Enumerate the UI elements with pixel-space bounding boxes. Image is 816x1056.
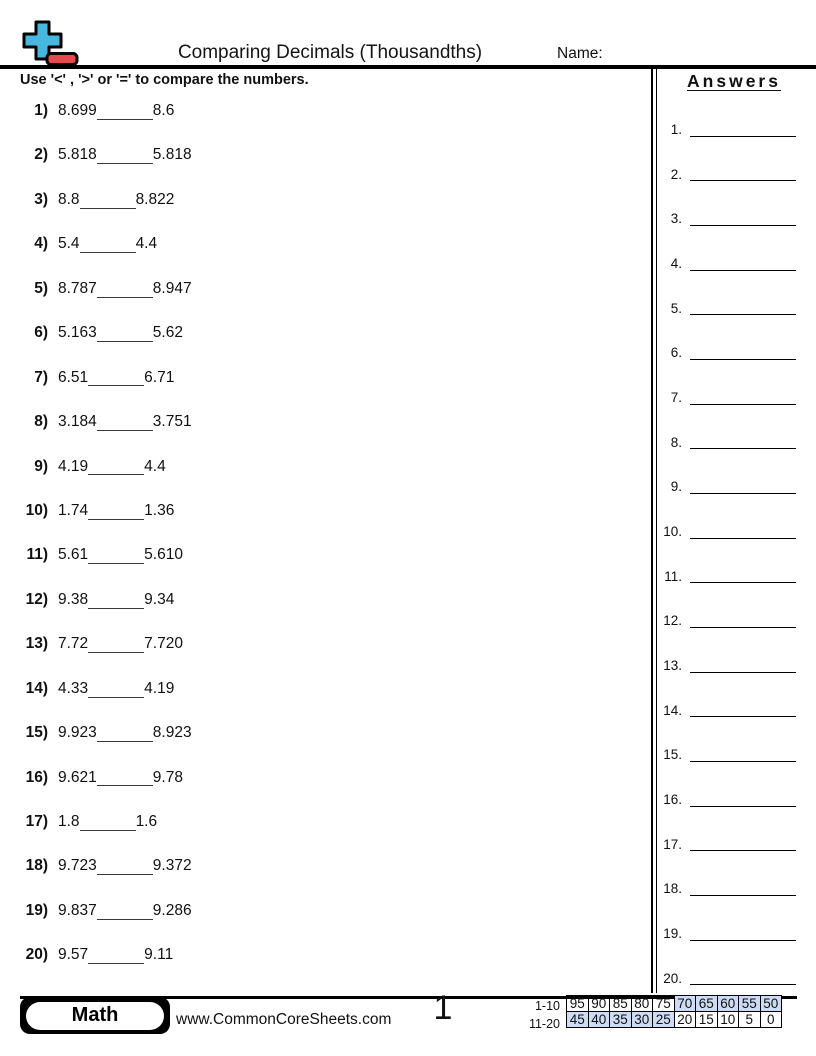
answer-blank-field[interactable]	[690, 894, 796, 896]
problem-right-value: 8.822	[135, 190, 175, 208]
problem-number: 5)	[34, 279, 48, 297]
answer-row	[658, 629, 808, 674]
problem-number: 19)	[25, 901, 48, 919]
score-cell: 5	[739, 1012, 761, 1028]
problem-left-value: 1.74	[58, 501, 89, 519]
answer-blank-field[interactable]	[690, 492, 796, 494]
answer-row	[658, 182, 808, 227]
answer-row	[658, 227, 808, 272]
problem-left-value: 9.837	[58, 901, 97, 919]
score-cell: 10	[717, 1012, 739, 1028]
minus-icon	[47, 54, 77, 65]
problem-left-value: 1.8	[58, 813, 80, 830]
comparison-blank-field[interactable]	[88, 694, 144, 698]
score-cell: 55	[739, 996, 761, 1012]
answer-number: 20.	[663, 970, 682, 986]
score-cell: 30	[631, 1012, 653, 1028]
answer-row	[658, 138, 808, 183]
comparison-blank-field[interactable]	[97, 782, 153, 786]
comparison-blank-field[interactable]	[88, 382, 144, 386]
answer-row	[658, 495, 808, 540]
name-label: Name:	[557, 45, 603, 62]
answer-row	[658, 763, 808, 808]
subject-badge	[20, 997, 170, 1034]
problem-row	[20, 324, 620, 368]
problem-number: 20)	[25, 946, 48, 964]
answer-blank-field[interactable]	[690, 805, 796, 807]
answers-divider-line	[651, 69, 653, 993]
problem-number: 11)	[26, 546, 48, 564]
problem-right-value: 4.4	[135, 235, 158, 253]
answer-number: 15.	[663, 747, 682, 763]
grading-table	[566, 995, 782, 1028]
answer-row	[658, 897, 808, 942]
problem-row	[20, 280, 620, 324]
problem-row	[20, 591, 620, 635]
problem-row	[20, 635, 620, 679]
score-cell: 35	[610, 1012, 632, 1028]
problem-right-value: 8.6	[152, 102, 175, 119]
answer-number: 13.	[663, 657, 682, 673]
problem-right-value: 7.720	[144, 635, 183, 653]
answer-row	[658, 718, 808, 763]
score-cell: 50	[760, 996, 782, 1012]
comparison-blank-field[interactable]	[97, 871, 153, 875]
score-cell: 0	[760, 1012, 782, 1028]
answer-number: 12.	[663, 613, 682, 629]
answer-row	[658, 272, 808, 317]
answer-blank-field[interactable]	[690, 358, 796, 360]
problem-right-value: 8.923	[152, 724, 192, 742]
page-number: 1	[433, 989, 453, 1027]
comparison-blank-field[interactable]	[88, 560, 144, 564]
answer-row	[658, 942, 808, 987]
answer-number: 10.	[663, 523, 682, 539]
problem-left-value: 5.163	[58, 324, 97, 342]
comparison-blank-field[interactable]	[80, 827, 136, 831]
problem-row	[20, 102, 620, 146]
score-cell: 75	[653, 996, 675, 1012]
answer-number: 17.	[663, 836, 682, 852]
problem-row	[20, 724, 620, 768]
answer-row	[658, 93, 808, 138]
problem-row	[20, 413, 620, 457]
problem-right-value: 3.751	[152, 413, 192, 431]
problem-number: 12)	[25, 590, 48, 608]
comparison-blank-field[interactable]	[88, 471, 144, 475]
problem-number: 13)	[25, 635, 48, 653]
answer-row	[658, 852, 808, 897]
problem-number: 6)	[34, 324, 48, 342]
answer-blank-field[interactable]	[690, 313, 796, 315]
problem-right-value: 9.78	[152, 768, 183, 786]
commoncoresheets-logo-icon	[22, 20, 80, 66]
answer-number: 9.	[670, 479, 682, 495]
answer-number: 2.	[670, 166, 682, 182]
answer-number: 5.	[670, 300, 682, 316]
problem-number: 10)	[25, 501, 48, 519]
problem-left-value: 3.184	[58, 413, 97, 431]
grading-table-row1	[567, 996, 782, 1012]
problem-right-value: 8.947	[152, 279, 192, 297]
problem-left-value: 8.787	[58, 279, 97, 297]
comparison-blank-field[interactable]	[80, 205, 136, 209]
answer-blank-field[interactable]	[690, 849, 796, 851]
problem-number: 7)	[34, 368, 48, 386]
problem-left-value: 5.818	[58, 146, 97, 164]
problem-left-value: 9.57	[58, 946, 89, 964]
problem-row	[20, 191, 620, 235]
problem-number: 2)	[34, 146, 48, 164]
problem-number: 8)	[34, 413, 48, 431]
answers-divider-line	[656, 69, 658, 993]
answer-blank-field[interactable]	[690, 403, 796, 405]
answer-blank-field[interactable]	[690, 760, 796, 762]
answer-row	[658, 316, 808, 361]
answer-blank-field[interactable]	[690, 671, 796, 673]
answers-list	[658, 93, 808, 986]
problem-row	[20, 546, 620, 590]
problem-row	[20, 680, 620, 724]
answer-blank-field[interactable]	[690, 983, 796, 985]
problem-right-value: 4.19	[144, 679, 175, 697]
problem-row	[20, 235, 620, 279]
answer-row	[658, 406, 808, 451]
problem-right-value: 9.372	[152, 857, 192, 875]
answer-blank-field[interactable]	[690, 179, 796, 181]
comparison-blank-field[interactable]	[97, 294, 153, 298]
comparison-blank-field[interactable]	[88, 649, 144, 653]
problem-right-value: 9.286	[152, 901, 192, 919]
answer-number: 19.	[663, 925, 682, 941]
problem-right-value: 1.6	[135, 813, 158, 830]
problem-right-value: 5.818	[152, 146, 192, 164]
score-cell: 80	[631, 996, 653, 1012]
answer-row	[658, 584, 808, 629]
answer-number: 7.	[670, 389, 682, 405]
score-row1-label: 1-10	[534, 999, 560, 1013]
problem-left-value: 4.33	[58, 679, 89, 697]
answer-number: 16.	[663, 791, 682, 807]
problem-number: 14)	[25, 679, 48, 697]
problem-row	[20, 769, 620, 813]
instruction-text: Use '<' , '>' or '=' to compare the numbers.	[20, 72, 309, 88]
problem-row	[20, 369, 620, 413]
page-title: Comparing Decimals (Thousandths)	[177, 42, 483, 63]
answer-blank-field[interactable]	[690, 939, 796, 941]
answer-number: 8.	[670, 434, 682, 450]
problem-left-value: 9.38	[58, 590, 89, 608]
problem-left-value: 9.621	[58, 768, 97, 786]
score-cell: 85	[610, 996, 632, 1012]
score-cell: 60	[717, 996, 739, 1012]
problem-row	[20, 146, 620, 190]
website-url: www.CommonCoreSheets.com	[176, 1011, 392, 1028]
comparison-blank-field[interactable]	[88, 960, 144, 964]
problem-row	[20, 857, 620, 901]
problem-number: 17)	[25, 813, 48, 830]
answer-blank-field[interactable]	[690, 537, 796, 539]
answer-row	[658, 361, 808, 406]
header-divider	[0, 65, 816, 69]
problem-number: 15)	[25, 724, 48, 742]
answer-row	[658, 450, 808, 495]
problem-right-value: 1.36	[144, 501, 175, 519]
grading-table-row2	[567, 1012, 782, 1028]
subject-badge-label: Math	[26, 1002, 164, 1030]
problem-right-value: 5.610	[144, 546, 183, 564]
answer-number: 11.	[664, 568, 682, 584]
answer-number: 4.	[670, 255, 682, 271]
answer-row	[658, 808, 808, 853]
comparison-blank-field[interactable]	[97, 160, 153, 164]
problem-right-value: 9.34	[144, 590, 175, 608]
problem-right-value: 5.62	[152, 324, 183, 342]
problem-number: 9)	[34, 457, 48, 475]
problem-left-value: 9.923	[58, 724, 97, 742]
answer-blank-field[interactable]	[690, 269, 796, 271]
answer-number: 1.	[670, 121, 682, 137]
answer-blank-field[interactable]	[690, 715, 796, 717]
answer-blank-field[interactable]	[690, 135, 796, 137]
answer-number: 3.	[670, 211, 682, 227]
problem-list	[20, 102, 620, 991]
problem-right-value: 4.4	[144, 457, 166, 475]
score-cell: 25	[653, 1012, 675, 1028]
comparison-blank-field[interactable]	[97, 338, 153, 342]
problem-left-value: 7.72	[58, 635, 89, 653]
answer-blank-field[interactable]	[690, 224, 796, 226]
comparison-blank-field[interactable]	[88, 516, 144, 520]
answers-heading: Answers	[687, 71, 781, 91]
answer-row	[658, 674, 808, 719]
problem-right-value: 9.11	[144, 946, 174, 964]
problem-right-value: 6.71	[144, 368, 175, 386]
answer-number: 6.	[670, 345, 682, 361]
problem-number: 1)	[34, 102, 48, 119]
answer-blank-field[interactable]	[690, 626, 796, 628]
answer-row	[658, 540, 808, 585]
problem-left-value: 6.51	[58, 368, 89, 386]
problem-number: 3)	[34, 190, 48, 208]
score-cell: 90	[588, 996, 610, 1012]
problem-left-value: 5.4	[58, 235, 80, 253]
score-cell: 65	[696, 996, 718, 1012]
score-cell: 45	[567, 1012, 589, 1028]
problem-number: 16)	[25, 768, 48, 786]
problem-row	[20, 902, 620, 946]
score-row2-label: 11-20	[528, 1017, 560, 1031]
comparison-blank-field[interactable]	[88, 605, 144, 609]
answer-number: 14.	[663, 702, 682, 718]
score-cell: 95	[567, 996, 589, 1012]
comparison-blank-field[interactable]	[80, 249, 136, 253]
answer-number: 18.	[663, 881, 682, 897]
comparison-blank-field[interactable]	[97, 916, 153, 920]
problem-left-value: 8.699	[58, 102, 97, 119]
problem-row	[20, 458, 620, 502]
comparison-blank-field[interactable]	[97, 116, 153, 120]
answer-blank-field[interactable]	[690, 447, 796, 449]
problem-number: 18)	[25, 857, 48, 875]
problem-left-value: 8.8	[58, 190, 80, 208]
comparison-blank-field[interactable]	[97, 738, 153, 742]
comparison-blank-field[interactable]	[97, 427, 153, 431]
score-cell: 15	[696, 1012, 718, 1028]
score-cell: 70	[674, 996, 696, 1012]
score-cell: 20	[674, 1012, 696, 1028]
problem-left-value: 4.19	[58, 457, 89, 475]
answer-blank-field[interactable]	[690, 581, 796, 583]
score-cell: 40	[588, 1012, 610, 1028]
problem-left-value: 5.61	[58, 546, 89, 564]
problem-row	[20, 502, 620, 546]
problem-row	[20, 813, 620, 857]
problem-left-value: 9.723	[58, 857, 97, 875]
problem-number: 4)	[34, 235, 48, 253]
problem-row	[20, 946, 620, 990]
